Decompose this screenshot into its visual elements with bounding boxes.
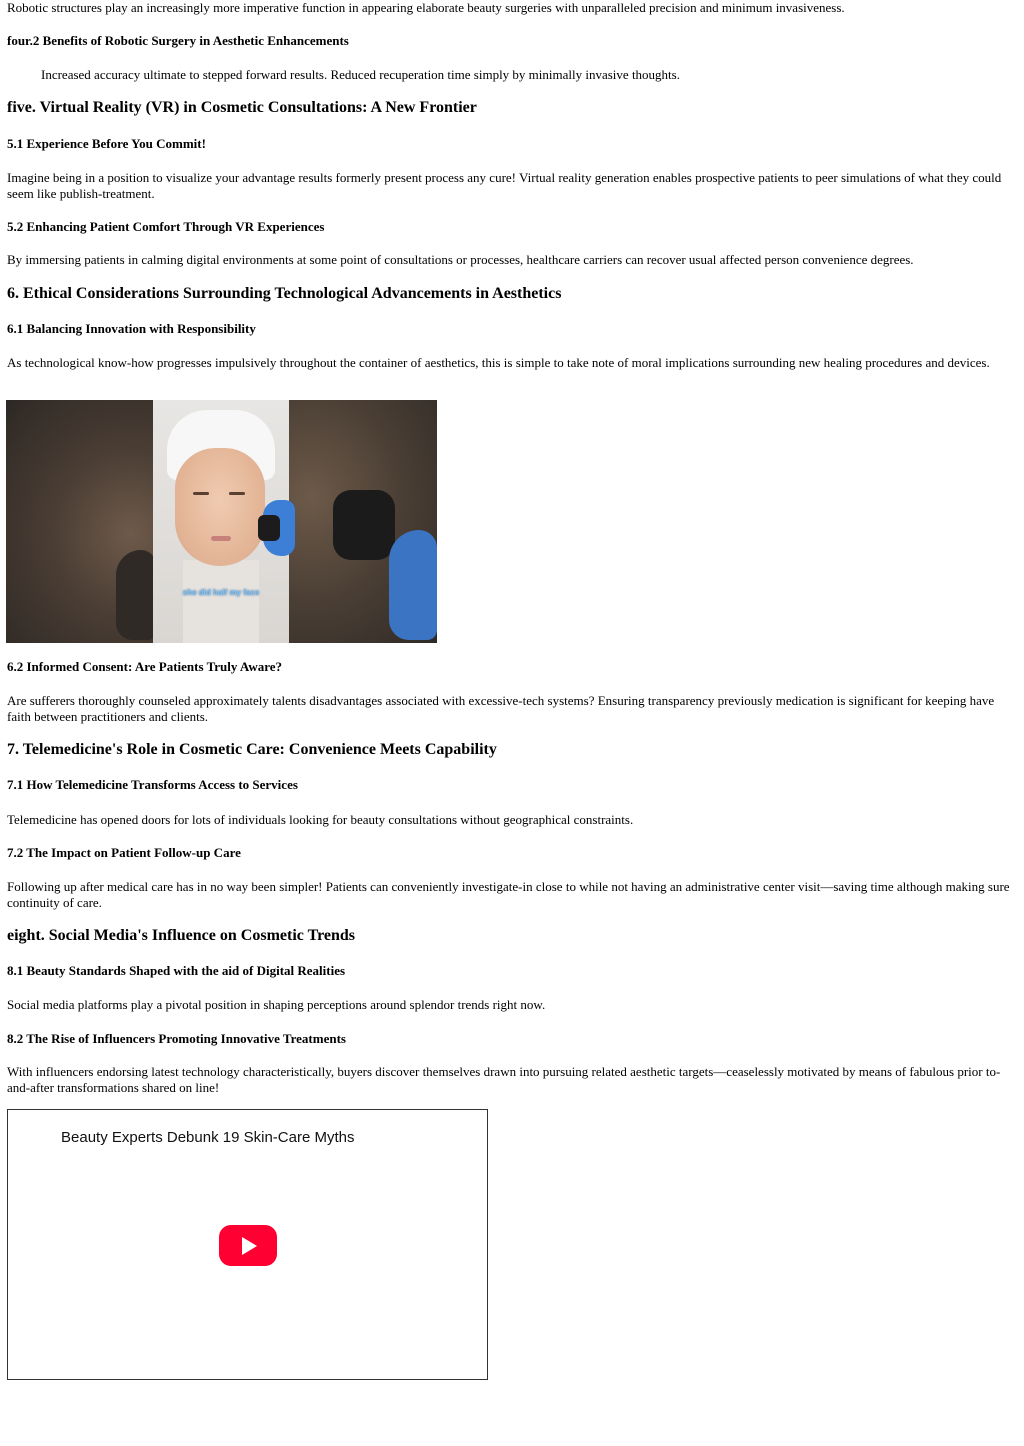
section-4-2-text: Increased accuracy ultimate to stepped forward results. Reduced recuperation time simply by minimally invasive thoughts.	[41, 67, 680, 82]
photo-shadow	[116, 550, 156, 640]
section-8-2-text: With influencers endorsing latest technology characteristically, buyers discover themselves drawn into pursuing related aesthetic targets—ceaselessly motivated by means of fabulous prior to-and-after transformations shared on line!	[7, 1064, 1001, 1095]
section-7-2-heading: 7.2 The Impact on Patient Follow-up Care	[7, 845, 241, 860]
section-6-heading: 6. Ethical Considerations Surrounding Technological Advancements in Aesthetics	[7, 285, 562, 302]
photo-face	[175, 448, 265, 566]
treatment-photo	[6, 400, 437, 643]
section-5-1-heading: 5.1 Experience Before You Commit!	[7, 136, 206, 151]
intro-paragraph: Robotic structures play an increasingly more imperative function in appearing elaborate beauty surgeries with unparalleled precision and minimum invasiveness.	[7, 0, 845, 15]
photo-neck	[183, 560, 259, 643]
section-7-2-text: Following up after medical care has in no way been simpler! Patients can conveniently investigate-in close to while not having an administrative center visit—saving time although making sure continuity of care.	[7, 879, 1010, 910]
photo-eye-right	[229, 492, 245, 495]
photo-device	[258, 515, 280, 541]
section-7-heading: 7. Telemedicine's Role in Cosmetic Care: Convenience Meets Capability	[7, 741, 497, 758]
photo-eye-left	[193, 492, 209, 495]
photo-caption: she did half my face	[182, 588, 260, 597]
photo-right-panel	[289, 400, 437, 643]
section-8-1-heading: 8.1 Beauty Standards Shaped with the aid of Digital Realities	[7, 963, 346, 978]
section-5-1-text: Imagine being in a position to visualize your advantage results formerly present process any cure! Virtual reality generation enables prospective patients to peer simulations of what they could seem like publish-treatment.	[7, 170, 1002, 201]
section-7-1-heading: 7.1 How Telemedicine Transforms Access to Services	[7, 777, 298, 792]
video-embed[interactable]	[7, 1109, 488, 1380]
section-6-1-text: As technological know-how progresses impulsively throughout the container of aesthetics, this is simple to take note of moral implications surrounding new healing procedures and devices.	[7, 355, 990, 370]
glove-icon	[389, 530, 437, 640]
section-7-1-text: Telemedicine has opened doors for lots of individuals looking for beauty consultations without geographical constraints.	[7, 812, 634, 827]
photo-center-panel	[153, 400, 289, 643]
section-6-2-heading: 6.2 Informed Consent: Are Patients Truly Aware?	[7, 659, 283, 674]
section-5-heading: five. Virtual Reality (VR) in Cosmetic Consultations: A New Frontier	[7, 99, 477, 116]
section-5-2-heading: 5.2 Enhancing Patient Comfort Through VR Experiences	[7, 219, 325, 234]
section-6-1-heading: 6.1 Balancing Innovation with Responsibility	[7, 321, 256, 336]
device-icon	[333, 490, 395, 560]
section-8-2-heading: 8.2 The Rise of Influencers Promoting Innovative Treatments	[7, 1031, 346, 1046]
play-button-icon[interactable]	[219, 1225, 277, 1266]
section-5-2-text: By immersing patients in calming digital environments at some point of consultations or processes, healthcare carriers can recover usual affected person convenience degrees.	[7, 252, 914, 267]
section-6-2-text: Are sufferers thoroughly counseled approximately talents disadvantages associated with excessive-tech systems? Ensuring transparency previously medication is significant for keeping have faith between practitioners and clients.	[7, 693, 995, 724]
section-8-1-text: Social media platforms play a pivotal position in shaping perceptions around splendor trends right now.	[7, 997, 546, 1012]
photo-mouth	[211, 536, 231, 541]
photo-left-panel	[6, 400, 153, 643]
section-4-2-heading: four.2 Benefits of Robotic Surgery in Aesthetic Enhancements	[7, 33, 349, 48]
video-title[interactable]: Beauty Experts Debunk 19 Skin-Care Myths	[61, 1129, 355, 1146]
section-8-heading: eight. Social Media's Influence on Cosmetic Trends	[7, 927, 355, 944]
